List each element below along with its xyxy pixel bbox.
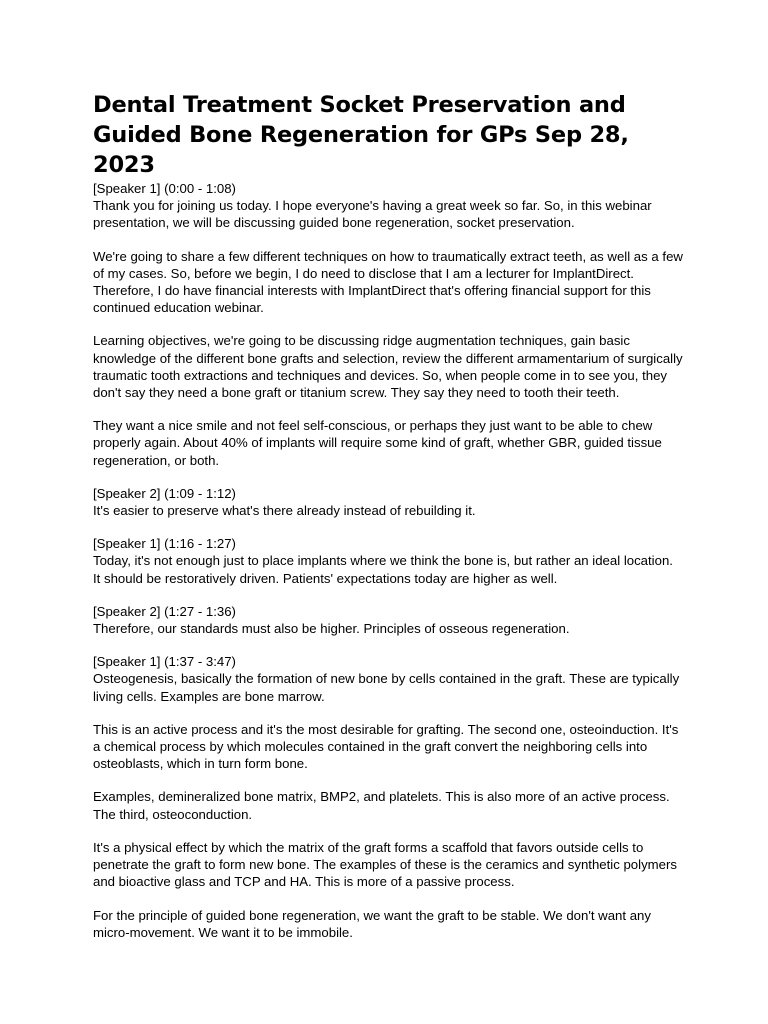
document-title: Dental Treatment Socket Preservation and Guided Bone Regeneration for GPs Sep 28, 2023 [93,92,629,178]
paragraph-text: For the principle of guided bone regeneration, we want the graft to be stable. We don't want any micro-movement. We want it to be immobile. [93,907,651,940]
transcript-block [93,417,683,469]
transcript-block [93,907,683,941]
transcript-block [93,332,683,401]
speaker-label: [Speaker 1] (0:00 - 1:08) [93,181,236,196]
transcript-block [93,721,683,773]
transcript-block [93,535,683,587]
transcript-block [93,839,683,891]
transcript-block [93,180,683,232]
paragraph-text: They want a nice smile and not feel self-conscious, or perhaps they just want to be able to chew properly again. About 40% of implants will require some kind of graft, whether GBR, guided tissue regeneration, or both. [93,418,662,468]
paragraph-text: Therefore, our standards must also be higher. Principles of osseous regeneration. [93,621,570,637]
paragraph-text: Thank you for joining us today. I hope everyone's having a great week so far. So, in this webinar presentation, we will be discussing guided bone regeneration, socket preservation. [93,198,652,231]
transcript-block [93,788,683,822]
document-body [93,180,683,941]
transcript-block [93,653,683,705]
speaker-label: [Speaker 1] (1:16 - 1:27) [93,536,236,552]
transcript-block [93,603,683,637]
paragraph-text: It's easier to preserve what's there already instead of rebuilding it. [93,503,476,519]
speaker-label: [Speaker 2] (1:09 - 1:12) [93,485,236,501]
paragraph-text: Learning objectives, we're going to be discussing ridge augmentation techniques, gain basic knowledge of the different bone grafts and selection, review the different armamentarium of surgically traumatic tooth extractions and techniques and devices. So, when people come in to see you, they don't say they need a bone graft or titanium screw. They say they need to tooth their teeth. [93,333,683,401]
speaker-label: [Speaker 1] (1:37 - 3:47) [93,654,236,670]
transcript-block [93,248,683,317]
document-page [93,90,683,957]
speaker-label: [Speaker 2] (1:27 - 1:36) [93,603,236,619]
paragraph-text: Today, it's not enough just to place implants where we think the bone is, but rather an ideal location. It should be restoratively driven. Patients' expectations today are higher as well. [93,553,673,586]
paragraph-text: Osteogenesis, basically the formation of new bone by cells contained in the graft. These are typically living cells. Examples are bone marrow. [93,671,680,704]
transcript-block [93,485,683,519]
paragraph-text: It's a physical effect by which the matrix of the graft forms a scaffold that favors outside cells to penetrate the graft to form new bone. The examples of these is the ceramics and synthetic polymers and bioactive glass and TCP and HA. This is more of a passive process. [93,839,677,890]
paragraph-text: Examples, demineralized bone matrix, BMP2, and platelets. This is also more of an active process. The third, osteoconduction. [93,789,670,822]
paragraph-text: We're going to share a few different techniques on how to traumatically extract teeth, as well as a few of my cases. So, before we begin, I do need to disclose that I am a lecturer for ImplantDirect. Therefore, I do have financial interests with ImplantDirect that's offering financial support for this continued education webinar. [93,248,683,316]
paragraph-text: This is an active process and it's the most desirable for grafting. The second one, osteoinduction. It's a chemical process by which molecules contained in the graft convert the neighboring cells into osteoblasts, which in turn form bone. [93,721,679,772]
